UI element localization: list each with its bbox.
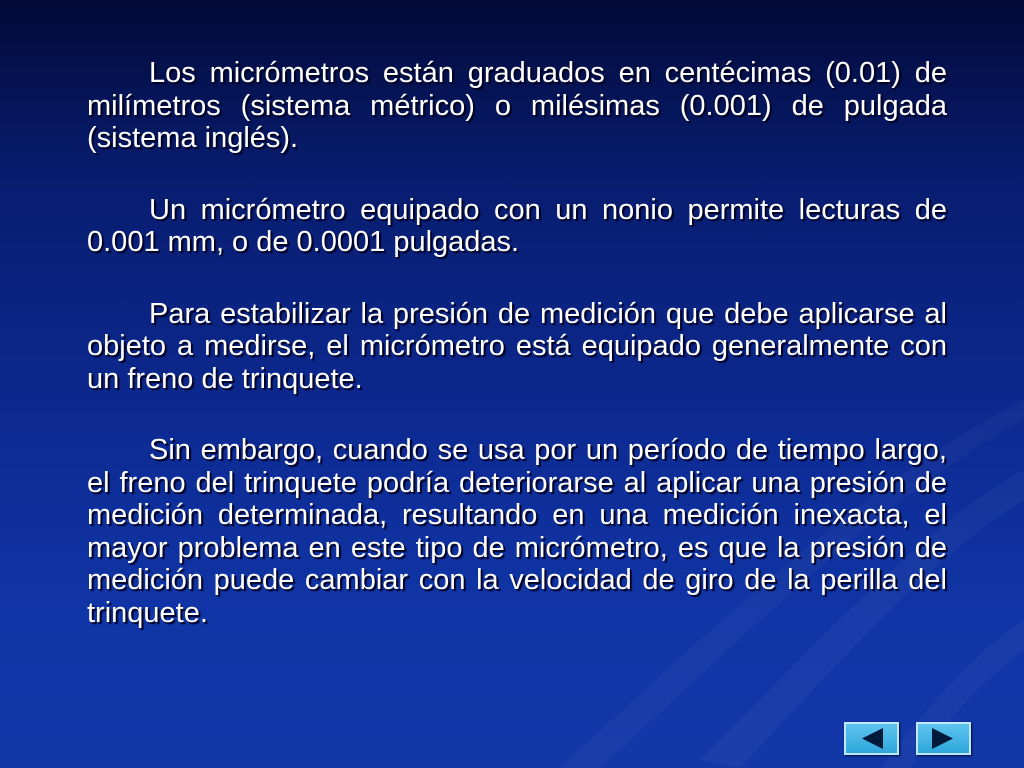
triangle-right-icon (918, 724, 969, 753)
next-slide-button[interactable] (916, 722, 971, 755)
previous-slide-button[interactable] (844, 722, 899, 755)
paragraph-ratchet-wear: Sin embargo, cuando se usa por un período de tiempo largo, el freno del trinquete podría deteriorarse al aplicar una presión de medición determinada, resultando en una medición inexacta, el mayor problema en este tipo de micrómetro, es que la presión de medición puede cambiar con la velocidad de giro de la perilla del trinquete. (87, 434, 947, 629)
triangle-left-icon (846, 724, 897, 753)
paragraph-graduation: Los micrómetros están graduados en centécimas (0.01) de milímetros (sistema métrico) o milésimas (0.001) de pulgada (sistema inglés). (87, 57, 947, 154)
paragraph-vernier: Un micrómetro equipado con un nonio permite lecturas de 0.001 mm, o de 0.0001 pulgadas. (87, 193, 947, 258)
slide-body (87, 57, 947, 668)
paragraph-ratchet-stop: Para estabilizar la presión de medición que debe aplicarse al objeto a medirse, el micrómetro está equipado generalmente con un freno de trinquete. (87, 297, 947, 395)
